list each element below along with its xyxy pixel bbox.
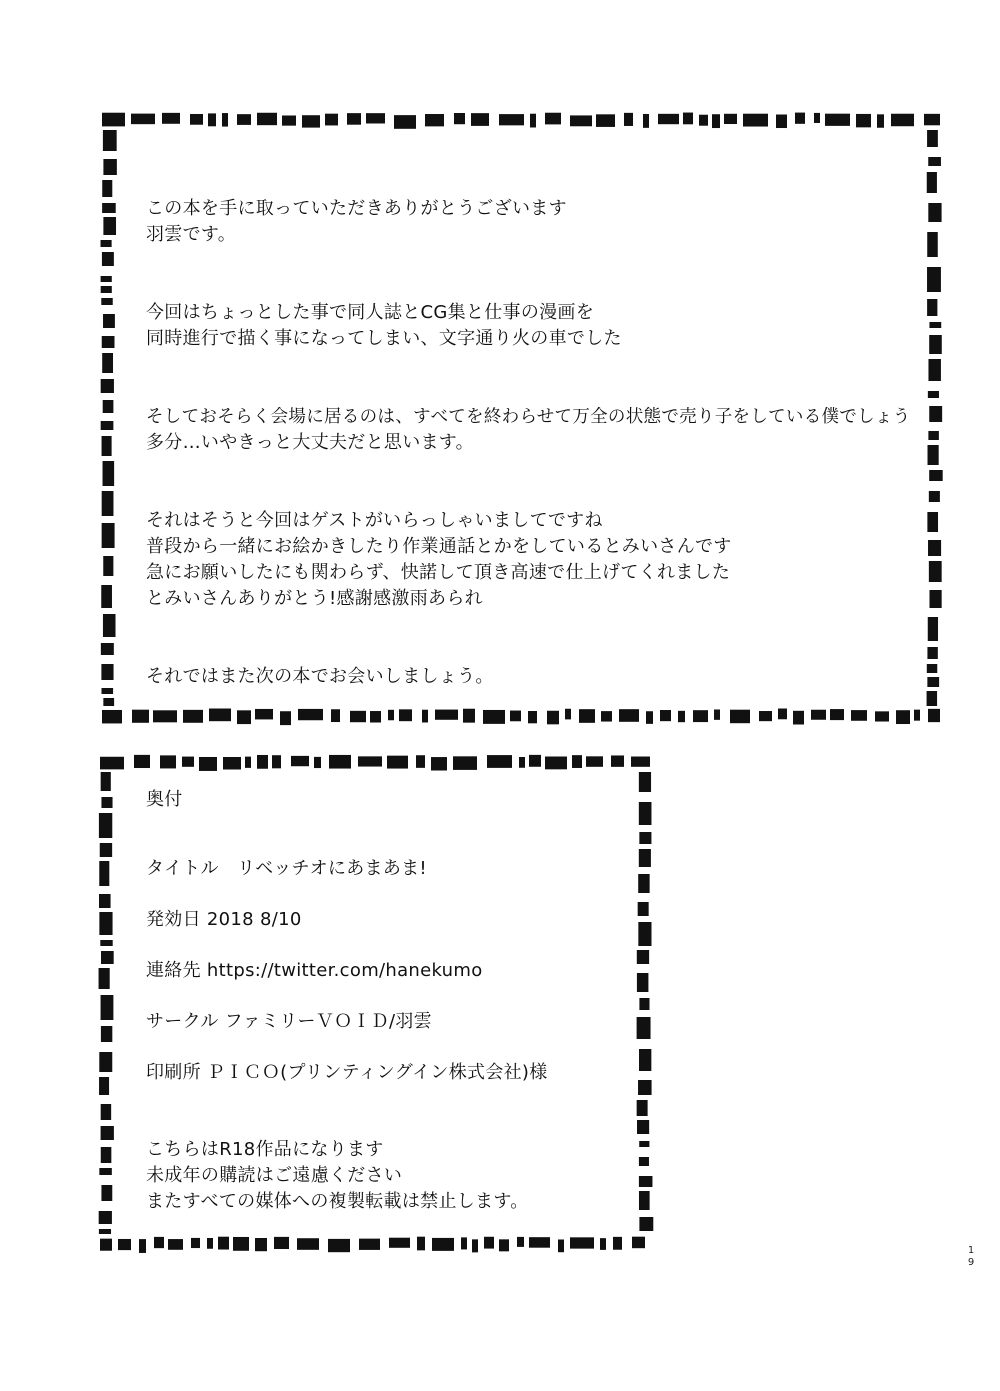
afterword-paragraph-2 <box>146 300 911 352</box>
afterword-line: この本を手に取っていただきありがとうございます <box>146 198 567 219</box>
afterword-line: 今回はちょっとした事で同人誌とCG集と仕事の漫画を <box>146 302 595 323</box>
afterword-line: 羽雲です。 <box>146 224 237 245</box>
afterword-paragraph-4 <box>146 508 911 612</box>
page-number-digit: 1 <box>967 1245 975 1256</box>
afterword-line: 普段から一緒にお絵かきしたり作業通話とかをしているとみいさんです <box>146 536 732 557</box>
page-number <box>966 1245 976 1269</box>
afterword-line: それではまた次の本でお会いしましょう。 <box>146 666 494 687</box>
afterword-paragraph-1 <box>146 196 911 248</box>
afterword-line: 急にお願いしたにも関わらず、快諾して頂き高速で仕上げてくれました <box>146 562 731 583</box>
colophon-date: 発効日 2018 8/10 <box>146 909 302 930</box>
page-number-digit: 9 <box>967 1257 975 1268</box>
colophon-notice-line: またすべての媒体への複製転載は禁止します。 <box>146 1191 529 1212</box>
afterword-line: そしておそらく会場に居るのは、すべてを終わらせて万全の状態で売り子をしている僕でしょう <box>146 407 911 427</box>
colophon-title: タイトル リベッチオにあまあま! <box>146 858 427 879</box>
colophon-text <box>146 787 548 1215</box>
colophon-circle: サークル ファミリーＶＯＩＤ/羽雲 <box>146 1011 432 1032</box>
afterword-line: 多分…いやきっと大丈夫だと思います。 <box>146 432 474 453</box>
afterword-text <box>146 196 911 690</box>
afterword-line: 同時進行で描く事になってしまい、文字通り火の車でした <box>146 328 622 349</box>
afterword-paragraph-5 <box>146 664 911 690</box>
colophon-printer: 印刷所 ＰＩＣＯ(プリンティングイン株式会社)様 <box>146 1062 548 1083</box>
afterword-paragraph-3 <box>146 404 911 456</box>
colophon-notice-line: 未成年の購読はご遠慮ください <box>146 1165 403 1186</box>
colophon-heading: 奥付 <box>146 789 183 810</box>
afterword-line: とみいさんありがとう!感謝感激雨あられ <box>146 588 483 609</box>
colophon-contact: 連絡先 https://twitter.com/hanekumo <box>146 960 483 981</box>
afterword-line: それはそうと今回はゲストがいらっしゃいましてですね <box>146 510 603 531</box>
colophon-notice-line: こちらはR18作品になります <box>146 1139 384 1160</box>
